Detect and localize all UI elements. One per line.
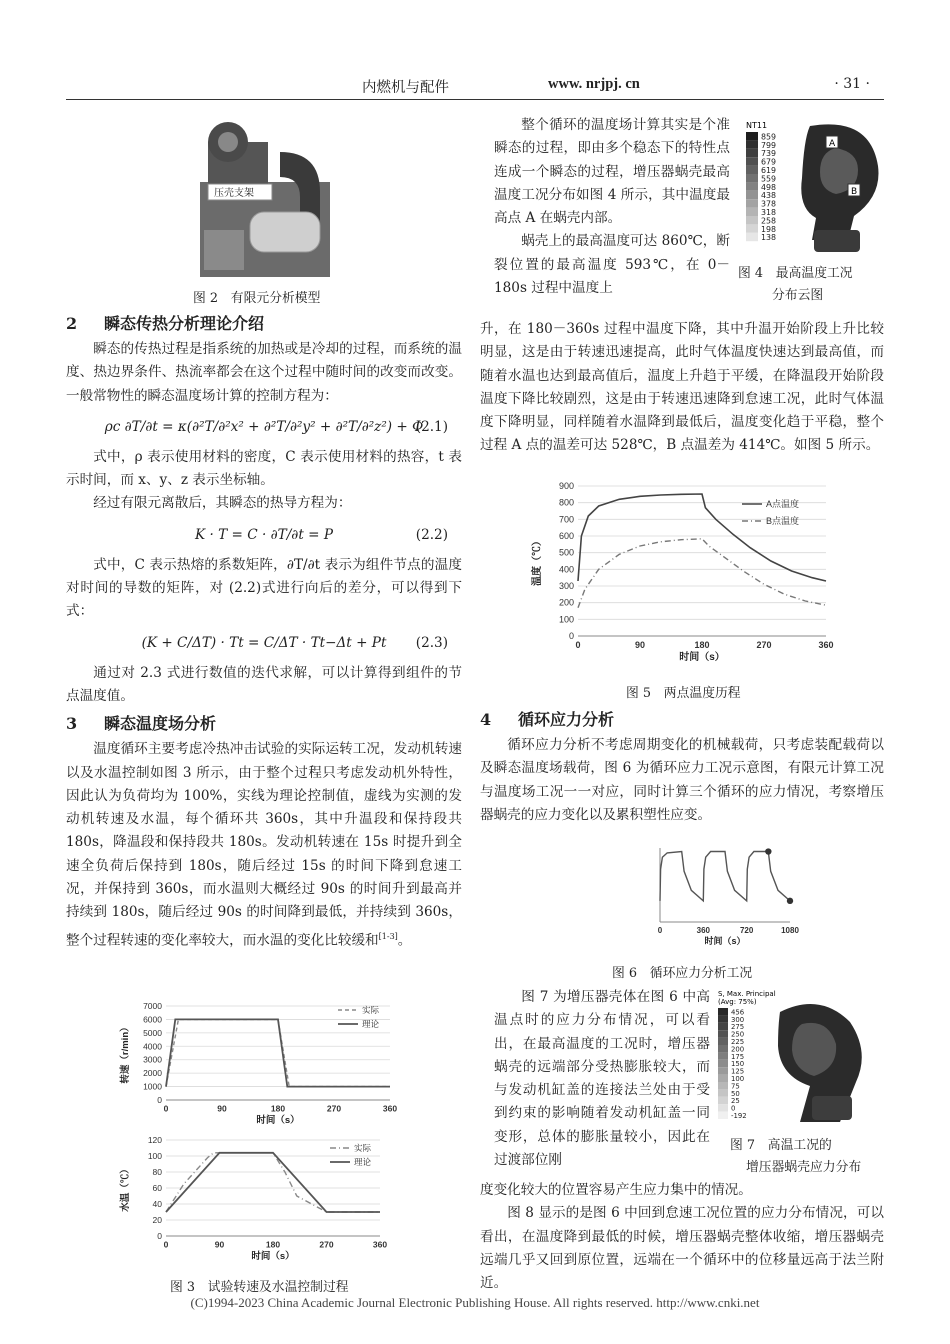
legend-value: 150 [731,1060,745,1069]
fig3-speed-chart [118,998,404,1134]
legend-swatch [718,1104,728,1111]
y-tick-label: 800 [558,497,574,508]
legend-swatch [718,1089,728,1096]
legend-swatch [746,166,758,174]
sec2-para5: 通过对 2.3 式进行数值的迭代求解，可以计算得到组件的节点温度值。 [66,664,462,704]
left-column [66,308,462,952]
legend-value: 859 [761,132,777,142]
sec4-block [480,704,884,827]
y-tick-label: 1000 [143,1081,162,1092]
legend-value: 799 [761,140,777,150]
legend-label: 实际 [354,1143,372,1153]
right-col-top [494,114,730,300]
sec4-heading: 4 循环应力分析 [480,710,615,729]
fig7-caption-line1: 图 7 高温工况的 [730,1138,832,1153]
x-tick-label: 0 [163,1103,169,1114]
x-axis-label: 时间（s） [704,936,746,946]
legend-swatch [718,1112,728,1119]
equation-2-2: K · T = C · ∂T/∂t = P (2.2) [195,526,448,543]
equation-2-1: ρc ∂T/∂t = κ(∂²T/∂²x² + ∂²T/∂²y² + ∂²T/∂²z²) + Φ (2.1) [104,418,448,435]
page-number: · 31 · [834,76,870,92]
legend-swatch [746,182,758,190]
fig2-engine-image [190,112,340,280]
legend-value: 100 [731,1075,745,1083]
legend-value: 0 [731,1104,736,1113]
fig7-caption-line2: 增压器蜗壳应力分布 [746,1160,862,1175]
fig7-para1-end: 度变化较大的位置容易产生应力集中的情况。 [480,1182,752,1198]
legend-value: 200 [731,1045,745,1054]
legend-value: 138 [761,233,777,243]
sec3-para1: 温度循环主要考虑冷热冲击试验的实际运转工况，发动机转速以及水温控制如图 3 所示，由于整个过程只考虑发动机外特性，因此认为负荷均为 100%，实线为理论控制值，虚线为实测的发动机转速及水温，每个循环共 360s，其中升温段和保持段共 180s，降温段和保持段共 180s。发动机转速在 15s 时提升到全速全负荷后保持到 180s，随后经过 15s 的时间下降到怠速工况，并保持到 360s，而水温则大概经过 90s 的时间升到最高并持续到 180s，随后经过 90s 的时间降到最低，并持续到 360s，整个过程转速的变化率较大，而水温的变化比较缓和[1-3]。 [66,741,462,949]
fig4-contour [744,118,884,258]
legend-swatch [718,1023,728,1030]
y-tick-label: 80 [152,1167,162,1177]
fig4-legend [746,132,776,242]
fig5-caption: 图 5 两点温度历程 [626,686,741,701]
x-tick-label: 90 [634,640,646,650]
legend-swatch [746,174,758,182]
legend-label: 理论 [362,1019,380,1029]
y-tick-label: 7000 [143,1001,162,1011]
legend-value: 125 [731,1067,745,1076]
x-tick-label: 360 [696,926,711,935]
legend-value: 378 [761,199,777,209]
y-tick-label: 0 [568,631,574,641]
legend-swatch [746,208,758,216]
header-rule [66,99,884,100]
y-tick-label: 5000 [143,1027,162,1038]
fig4-pointB: B [851,187,858,197]
right-col-fig7-text [494,986,710,1172]
right-para1: 整个循环的温度场计算其实是个准瞬态的过程，即由多个稳态下的特性点连成一个瞬态的过程，增压器蜗壳最高温度工况分布如图 4 所示，其中温度最高点 A 在蜗壳内部。 [494,117,730,227]
legend-swatch [718,1030,728,1037]
x-tick-label: 1080 [781,926,799,935]
legend-value: 175 [731,1052,745,1061]
x-tick-label: 0 [657,926,663,935]
marker-point [765,848,771,854]
y-tick-label: 20 [152,1215,162,1225]
page-header [66,76,884,96]
series-line-2 [578,539,826,608]
right-col-bottom [480,1179,884,1295]
sec3-ref: [1-3] [378,931,398,941]
y-tick-label: 200 [558,597,574,608]
fig2-label: 压壳支架 [214,188,254,199]
catalyst-can [250,212,320,252]
y-tick-label: 100 [147,1151,162,1161]
legend-value: 50 [731,1089,740,1098]
fig7-flange [812,1096,852,1120]
x-tick-label: 180 [694,640,710,650]
x-tick-label: 360 [382,1103,398,1114]
y-tick-label: 0 [157,1231,162,1241]
legend-label: 实际 [362,1005,380,1015]
y-tick-label: 60 [152,1183,162,1193]
sec2-heading: 2 瞬态传热分析理论介绍 [66,314,265,333]
right-para2b: 升，在 180－360s 过程中温度下降，其中升温开始阶段上升比较明显，这是由于转速迅速提高，此时气体温度快速达到最高值，而随着水温也达到最高值后，温度上升趋于平缓，在降温段开始阶段温度下降比较剧烈，这是由于转速迅速降到怠速工况，此时气体温度下降明显，同样随着水温降到最低后，温度变化趋于平稳，整个过程 A 点的温差可达 528℃，B 点温差为 414℃。如图 5 所示。 [480,321,884,454]
fig7-para1: 图 7 为增压器壳体在图 6 中高温点时的应力分布情况，可以看出，在最高温度的工况时，增压器蜗壳的远端部分受热膨胀较大，而与发动机缸盖的连接法兰处由于受到约束的影响随着发动机缸盖一同变形，总体的膨胀量较小，因此在过渡部位刚 [494,989,710,1169]
journal-title: 内燃机与配件 [362,80,449,96]
legend-swatch [746,132,758,140]
legend-swatch [718,1067,728,1074]
legend-value: 318 [761,208,777,217]
y-tick-label: 100 [558,614,574,625]
legend-swatch [718,1045,728,1052]
y-tick-label: 4000 [143,1041,162,1052]
sec2-para1: 瞬态的传热过程是指系统的加热或是冷却的过程，而系统的温度、热边界条件、热流率都会在这个过程中随时间的改变而改变。一般常物性的瞬态温度场计算的控制方程为： [66,341,462,404]
fig3-temp-chart [118,1132,404,1274]
fig7-legend-title2: (Avg: 75%) [718,998,757,1006]
y-tick-label: 6000 [143,1014,162,1025]
y-tick-label: 40 [152,1199,162,1209]
x-axis-label: 时间（s） [679,652,725,663]
fig6-caption: 图 6 循环应力分析工况 [612,966,753,981]
legend-value: 456 [731,1008,745,1017]
fig4-legend-title: NT11 [746,121,768,130]
legend-value: 300 [731,1015,745,1024]
legend-value: 258 [761,216,777,226]
legend-swatch [746,199,758,207]
legend-swatch [746,233,758,241]
fig4-pointA: A [829,139,836,149]
x-tick-label: 360 [372,1239,388,1250]
legend-swatch [718,1008,728,1015]
x-tick-label: 720 [739,926,754,935]
legend-value: 250 [731,1030,745,1039]
legend-swatch [718,1038,728,1045]
fig6-chart [650,842,800,958]
fig7-legend-title1: S, Max. Principal [718,990,776,998]
x-tick-label: 270 [756,640,772,650]
legend-value: 198 [761,224,777,234]
legend-value: 679 [761,157,777,167]
y-tick-label: 600 [558,531,574,541]
legend-swatch [746,224,758,232]
y-axis-label: 水温（℃） [120,1164,131,1212]
legend-swatch [718,1015,728,1022]
sec2-para4: 式中，C 表示热熔的系数矩阵，∂T/∂t 表示为组件节点的温度对时间的导数的矩阵，对 (2.2)式进行向后的差分，可以得到下式： [66,556,462,620]
series-line-2 [166,1019,390,1086]
engine-lower [204,230,244,270]
legend-value: 619 [761,166,777,175]
sec2-para3: 经过有限元离散后，其瞬态的热导方程为： [93,495,352,512]
legend-swatch [718,1075,728,1082]
legend-swatch [718,1082,728,1089]
legend-value: 739 [761,149,777,159]
sec2-para2: 式中，ρ 表示使用材料的密度，C 表示使用材料的热容，t 表示时间，而 x、y、z 表示坐标轴。 [66,448,462,489]
legend-label: A点温度 [766,499,800,509]
series-line-1 [166,1019,390,1086]
x-tick-label: 360 [818,640,834,650]
fig2-caption: 图 2 有限元分析模型 [193,291,321,306]
legend-swatch [746,216,758,224]
sec4-para1: 循环应力分析不考虑周期变化的机械载荷，只考虑装配载荷以及瞬态温度场载荷，图 6 为循环应力工况示意图，有限元计算工况与温度场工况一一对应，同时计算三个循环的应力情况，考察增压器蜗壳的应力变化以及累积塑性应变。 [480,737,884,823]
legend-value: 559 [761,174,777,184]
x-axis-label: 时间（s） [251,1251,295,1262]
legend-label: B点温度 [766,516,800,526]
legend-value: 75 [731,1082,740,1091]
copyright-footer: (C)1994-2023 China Academic Journal Electronic Publishing House. All rights reserved. http://www.cnki.net [190,1295,760,1310]
legend-value: 25 [731,1097,740,1106]
x-tick-label: 270 [319,1239,334,1250]
legend-swatch [718,1060,728,1067]
marker-point [787,898,793,904]
y-tick-label: 2000 [143,1068,162,1079]
fig8-para: 图 8 显示的是图 6 中回到怠速工况位置的应力分布情况，可以看出，在温度降到最低的时候，增压器蜗壳整体收缩，增压器蜗壳远端几乎又回到原位置，远端在一个循环中的位移量远高于法兰附近。 [480,1205,884,1292]
x-tick-label: 180 [270,1103,286,1114]
fig7-contour [716,988,886,1128]
fig7-legend [718,1008,747,1120]
x-tick-label: 90 [214,1239,225,1250]
x-tick-label: 90 [217,1103,227,1114]
x-tick-label: 0 [163,1239,169,1250]
legend-value: 438 [761,191,777,201]
legend-swatch [718,1052,728,1059]
legend-swatch [746,140,758,148]
x-tick-label: 180 [265,1239,281,1250]
y-tick-label: 400 [558,564,574,575]
legend-swatch [746,157,758,165]
y-tick-label: 300 [558,581,574,591]
x-tick-label: 270 [326,1103,342,1114]
legend-value: -192 [731,1112,747,1120]
y-tick-label: 900 [558,481,574,491]
x-axis-label: 时间（s） [256,1115,300,1126]
legend-value: 498 [761,182,777,192]
fig4-caption-line1: 图 4 最高温度工况 [738,266,853,281]
fig4-flange [814,230,860,252]
journal-url[interactable]: www. nrjpj. cn [548,76,640,92]
y-axis-label: 温度（℃） [532,536,543,586]
fig5-chart [530,478,840,678]
legend-swatch [746,191,758,199]
right-col-mid [480,318,884,458]
fig4-caption-line2: 分布云图 [772,288,824,303]
y-tick-label: 120 [147,1135,162,1145]
sec3-heading: 3 瞬态温度场分析 [66,714,217,734]
y-tick-label: 0 [157,1095,162,1105]
legend-value: 275 [731,1023,745,1032]
y-tick-label: 3000 [143,1054,162,1065]
right-para2a: 蜗壳上的最高温度可达 860℃，断裂位置的最高温度 593℃，在 0－180s 过程中温度上 [494,233,730,297]
equation-2-3: (K + C/ΔT) · Tt = C/ΔT · Tt−Δt + Pt (2.3) [141,634,448,651]
turbo-hub [218,132,238,152]
legend-value: 225 [731,1038,745,1046]
series-line-1 [660,852,790,901]
y-tick-label: 500 [558,547,574,558]
legend-label: 理论 [354,1157,372,1167]
legend-swatch [718,1097,728,1104]
fig3-caption: 图 3 试验转速及水温控制过程 [170,1280,349,1295]
y-tick-label: 700 [558,514,574,525]
x-tick-label: 0 [575,640,581,650]
legend-swatch [746,149,758,157]
y-axis-label: 转速（r/min） [120,1022,131,1084]
